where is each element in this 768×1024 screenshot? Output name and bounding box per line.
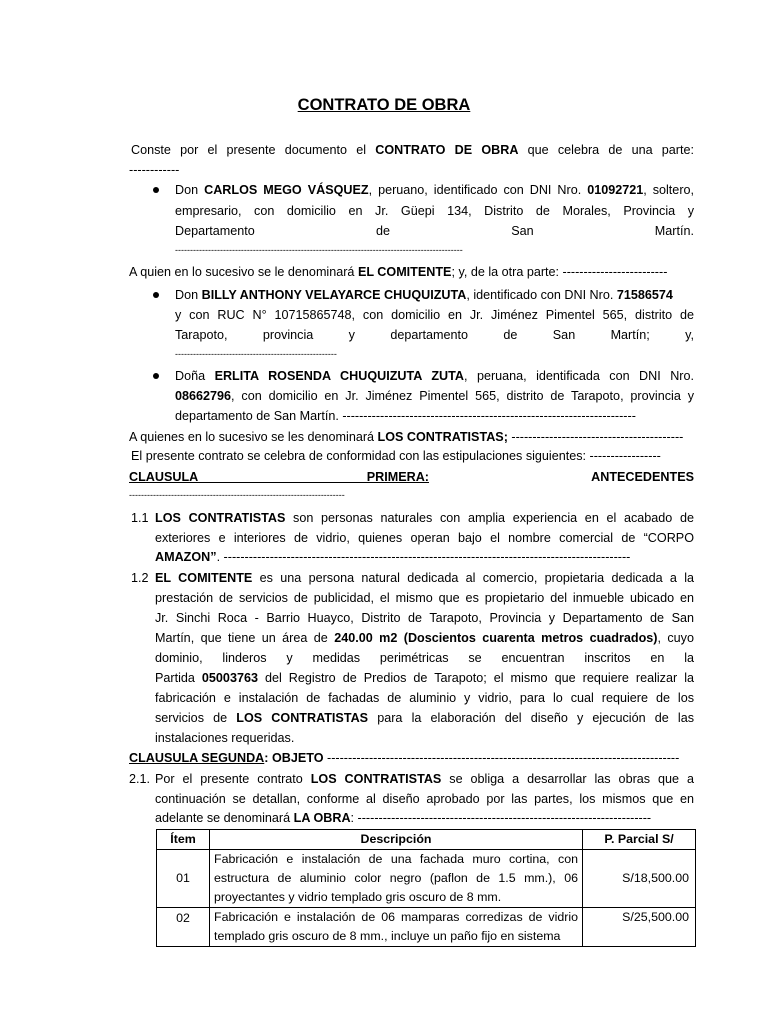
section-number: 2.1. [129, 772, 151, 786]
bullet-icon [153, 187, 159, 193]
row-price: S/25,500.00 [583, 908, 696, 947]
party2-line1: Don BILLY ANTHONY VELAYARCE CHUQUIZUTA, identificado con DNI Nro. 71586574 [175, 288, 673, 302]
row-item: 02 [157, 908, 210, 947]
c1-2-line6: Partida 05003763 del Registro de Predios de Tarapoto; el mismo que requiere realizar la [155, 671, 694, 685]
c1-1-line1: LOS CONTRATISTAS son personas naturales con amplia experiencia en el acabado de [155, 511, 694, 525]
bullet-icon [153, 373, 159, 379]
intro-dashes: ------------ [129, 163, 180, 177]
bullet-icon [153, 292, 159, 298]
party3-line3: departamento de San Martín. ---------------------------------------------------------------------- [175, 409, 636, 423]
clausula-primera-dashes: ------------------------------------------------------------------------ [129, 490, 345, 500]
header-item: Ítem [157, 830, 210, 850]
c1-1-line3: AMAZON”. ------------------------------------------------------------------------------------------------- [155, 550, 631, 564]
party2-dashes: ------------------------------------------------------ [175, 349, 337, 359]
party1-line2: empresario, con domicilio en Jr. Güepi 134, Distrito de Morales, Provincia y [175, 204, 694, 218]
c1-2-line8: servicios de LOS CONTRATISTAS para la elaboración del diseño y ejecución de las [155, 711, 694, 725]
estipulaciones-line: El presente contrato se celebra de conformidad con las estipulaciones siguientes: ----------------- [131, 449, 661, 463]
comitente-line: A quien en lo sucesivo se le denominará EL COMITENTE; y, de la otra parte: ------------------------- [129, 265, 668, 279]
c1-2-line9: instalaciones requeridas. [155, 731, 295, 745]
c2-1-line2: continuación se detallan, conforme al diseño aprobado por las partes, los mismos que en [155, 792, 694, 806]
party2-line3: Tarapoto, provincia y departamento de San Martín; y, [175, 328, 694, 342]
party3-line2: 08662796, con domicilio en Jr. Jiménez Pimentel 565, distrito de Tarapoto, provincia y [175, 389, 694, 403]
clausula-primera-heading: CLAUSULA PRIMERA: ANTECEDENTES [129, 470, 694, 484]
c2-1-line3: adelante se denominará LA OBRA: ---------------------------------------------------------------------- [155, 811, 652, 825]
row-description: Fabricación e instalación de una fachada muro cortina, con estructura de aluminio color negro (paflon de 1.5 mm.), 06 proyectantes y vidrio templado gris oscuro de 8 mm. [210, 850, 583, 908]
party1-line1: Don CARLOS MEGO VÁSQUEZ, peruano, identificado con DNI Nro. 01092721, soltero, [175, 183, 695, 197]
row-item: 01 [157, 850, 210, 908]
table-row [157, 908, 696, 947]
party1-dashes: ------------------------------------------------------------------------------------------------ [175, 245, 463, 255]
party1-line3: Departamento de San Martín. [175, 224, 694, 238]
c1-1-line2: exteriores e interiores de vidrio, quienes operan bajo el nombre comercial de “CORPO [155, 531, 694, 545]
row-description: Fabricación e instalación de 06 mamparas corredizas de vidrio templado gris oscuro de 8 mm., incluye un paño fijo en sistema [210, 908, 583, 947]
c1-2-line3: Jr. Sinchi Roca - Barrio Huayco, Distrito de Tarapoto, Provincia y Departamento de San [155, 611, 694, 625]
c1-2-line7: fabricación e instalación de fachadas de aluminio y vidrio, para lo cual requiere de los [155, 691, 694, 705]
clausula-segunda-heading: CLAUSULA SEGUNDA: OBJETO ------------------------------------------------------------------------------------ [129, 751, 680, 765]
c1-2-line1: EL COMITENTE es una persona natural dedicada al comercio, propietaria dedicada a la [155, 571, 694, 585]
section-number: 1.1 [131, 511, 149, 525]
items-table [156, 829, 696, 947]
document-title: CONTRATO DE OBRA [297, 96, 471, 114]
c2-1-line1: Por el presente contrato LOS CONTRATISTAS se obliga a desarrollar las obras que a [155, 772, 694, 786]
row-price: S/18,500.00 [583, 850, 696, 908]
party3-line1: Doña ERLITA ROSENDA CHUQUIZUTA ZUTA, peruana, identificada con DNI Nro. [175, 369, 694, 383]
section-number: 1.2 [131, 571, 149, 585]
table-header-row [157, 830, 696, 850]
c1-2-line4: Martín, que tiene un área de 240.00 m2 (Doscientos cuarenta metros cuadrados), cuyo [155, 631, 694, 645]
party2-line2: y con RUC N° 10715865748, con domicilio en Jr. Jiménez Pimentel 565, distrito de [175, 308, 694, 322]
intro-line: Conste por el presente documento el CONTRATO DE OBRA que celebra de una parte: [131, 143, 694, 157]
table-row [157, 850, 696, 908]
contratistas-line: A quienes en lo sucesivo se les denominará LOS CONTRATISTAS; ----------------------------------------- [129, 430, 684, 444]
c1-2-line2: prestación de servicios de publicidad, el mismo que es propietario del inmueble ubicado en [155, 591, 694, 605]
c1-2-line5: dominio, linderos y medidas perimétricas se encuentran inscritos en la [155, 651, 694, 665]
header-description: Descripción [210, 830, 583, 850]
header-price: P. Parcial S/ [583, 830, 696, 850]
